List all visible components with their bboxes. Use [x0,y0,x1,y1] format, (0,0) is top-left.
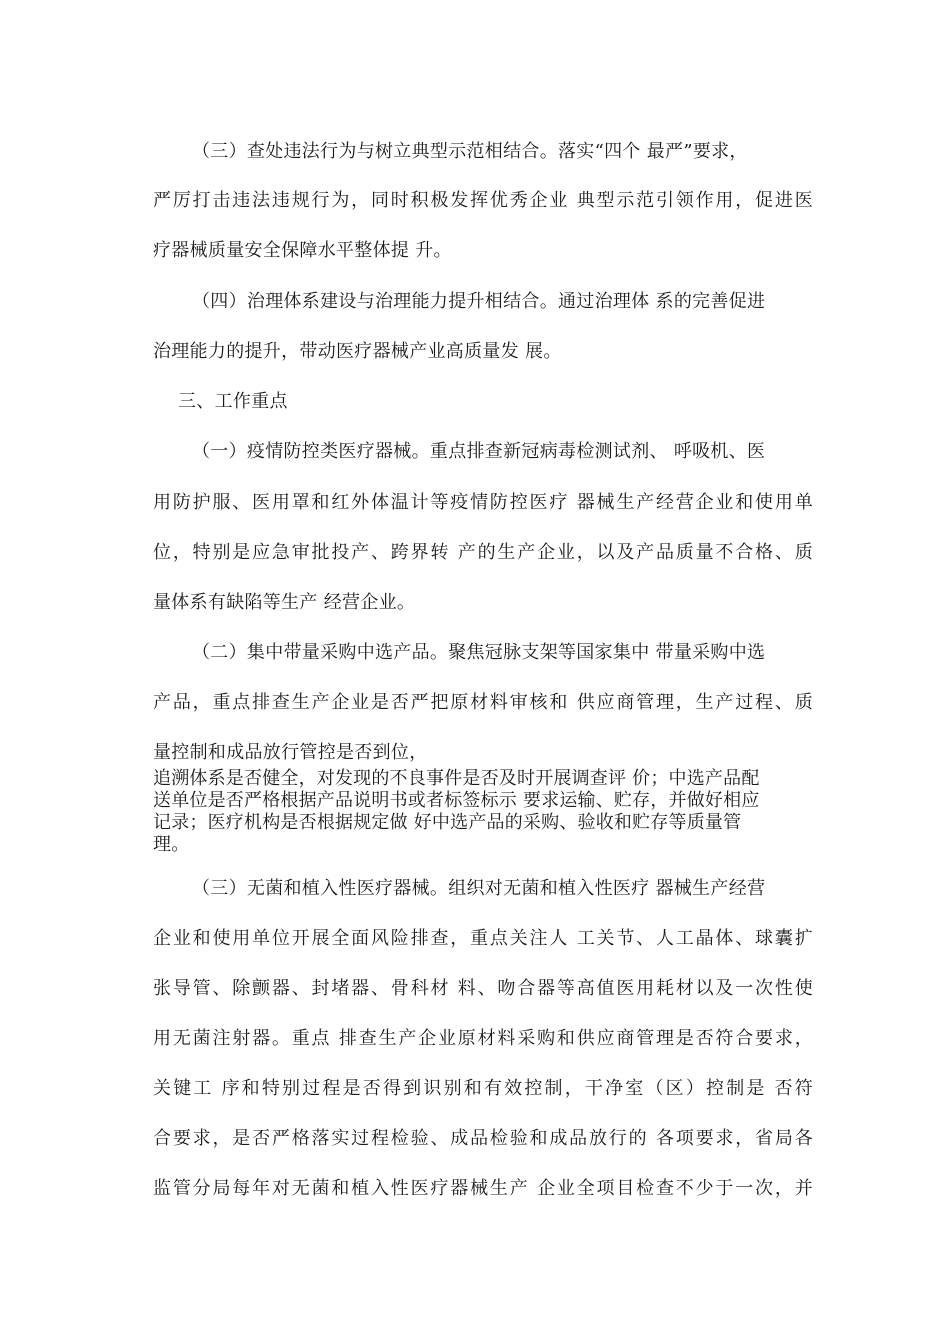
section-heading: 三、工作重点 [178,391,288,412]
item-3-line-2: 企业和使用单位开展全面风险排查，重点关注人 工关节、人工晶体、球囊扩 [153,928,813,949]
item-2-line-2: 产品，重点排查生产企业是否严把原材料审核和 供应商管理，生产过程、质 [153,692,813,713]
item-3-line-6: 合要求，是否严格落实过程检验、成品检验和成品放行的 各项要求，省局各 [153,1128,813,1149]
item-1-line-2: 用防护服、医用罩和红外体温计等疫情防控医疗 器械生产经营企业和使用单 [153,492,813,513]
item-3-line-7: 监管分局每年对无菌和植入性医疗器械生产 企业全项目检查不少于一次，并 [153,1178,813,1199]
paragraph-3-line-1: （三）查处违法行为与树立典型示范相结合。落实“四个 最严”要求， [192,141,748,162]
item-3-line-5: 关键工 序和特别过程是否得到识别和有效控制，干净室（区）控制是 否符 [153,1078,813,1099]
item-2-line-4: 追溯体系是否健全，对发现的不良事件是否及时开展调查评 价；中选产品配 [153,768,760,789]
item-1-line-3: 位，特别是应急审批投产、跨界转 产的生产企业，以及产品质量不合格、质 [153,542,813,563]
item-2-line-7: 理。 [153,834,190,855]
item-3-line-4: 用无菌注射器。重点 排查生产企业原材料采购和供应商管理是否符合要求， [153,1028,813,1049]
item-3-line-1: （三）无菌和植入性医疗器械。组织对无菌和植入性医疗 器械生产经营 [192,878,766,899]
paragraph-3-line-2: 严厉打击违法违规行为，同时积极发挥优秀企业 典型示范引领作用，促进医 [153,190,813,211]
item-1-line-4: 量体系有缺陷等生产 经营企业。 [153,592,416,613]
paragraph-4-line-1: （四）治理体系建设与治理能力提升相结合。通过治理体 系的完善促进 [192,291,766,312]
item-2-line-6: 记录；医疗机构是否根据规定做 好中选产品的采购、验收和贮存等质量管 [153,812,742,833]
item-1-line-1: （一）疫情防控类医疗器械。重点排查新冠病毒检测试剂、 呼吸机、医 [192,441,766,462]
item-2-line-1: （二）集中带量采购中选产品。聚焦冠脉支架等国家集中 带量采购中选 [192,642,766,663]
paragraph-3-line-3: 疗器械质量安全保障水平整体提 升。 [153,240,452,261]
item-3-line-3: 张导管、除颤器、封堵器、骨科材 料、吻合器等高值医用耗材以及一次性使 [153,978,813,999]
item-2-line-3: 量控制和成品放行管控是否到位， [153,742,428,763]
item-2-line-5: 送单位是否严格根据产品说明书或者标签标示 要求运输、贮存，并做好相应 [153,790,760,811]
paragraph-4-line-2: 治理能力的提升，带动医疗器械产业高质量发 展。 [153,341,562,362]
